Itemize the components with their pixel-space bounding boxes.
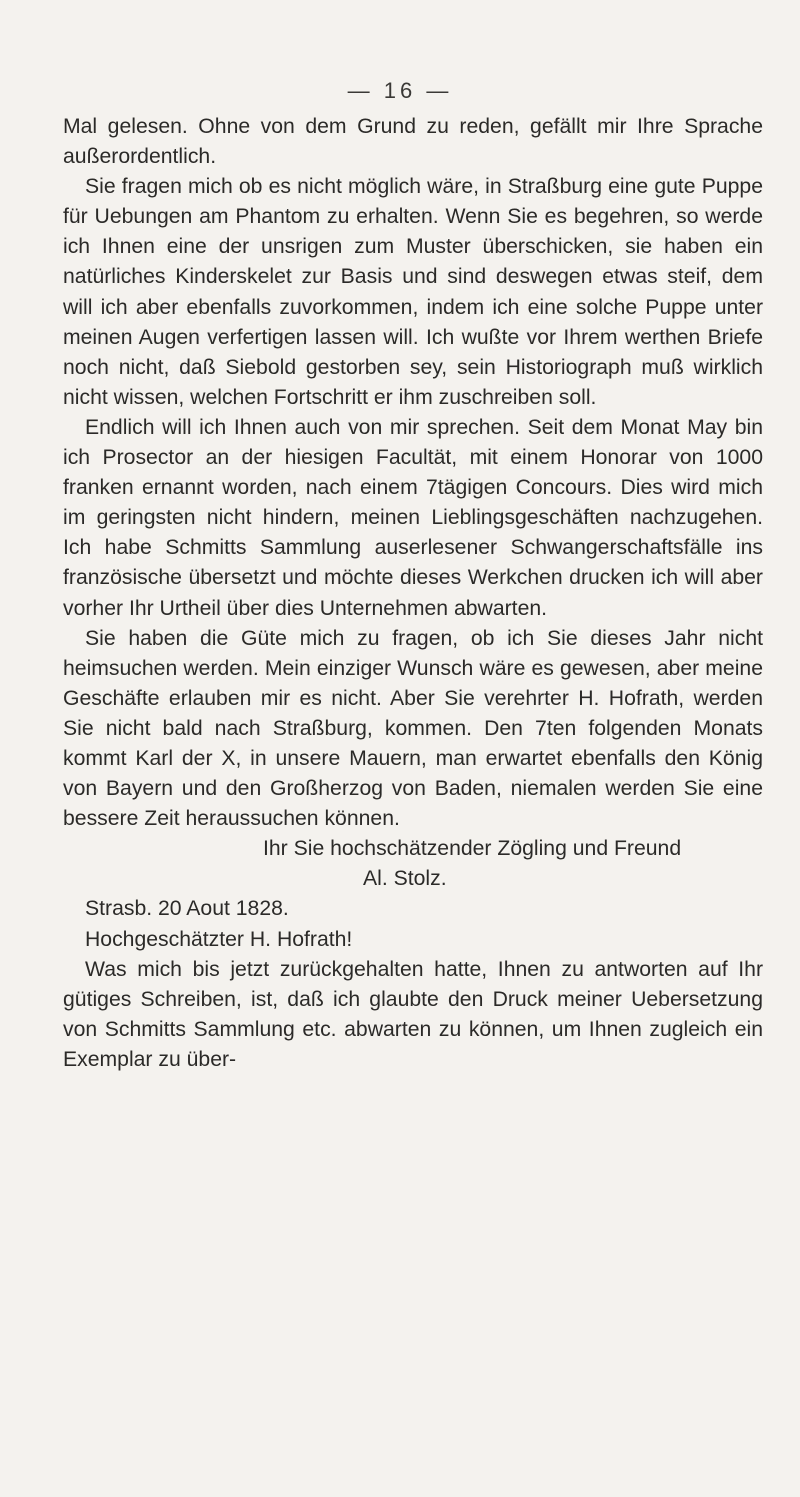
paragraph: Endlich will ich Ihnen auch von mir sprechen. Seit dem Monat May bin ich Prosector an der hiesigen Facultät, mit einem Honorar von 1000 franken ernannt worden, nach einem 7tägigen Concours. Dies wird mich im geringsten nicht hindern, meinen Lieblingsgeschäften nachzugehen. Ich habe Schmitts Sammlung auserlesener Schwangerschaftsfälle ins französische übersetzt und möchte dieses Werkchen drucken ich will aber vorher Ihr Urtheil über dies Unternehmen abwarten. (63, 415, 763, 620)
letter-salutation: Hochgeschätzter H. Hofrath! (85, 927, 353, 951)
paragraph: Sie haben die Güte mich zu fragen, ob ich Sie dieses Jahr nicht heimsuchen werden. Mein einziger Wunsch wäre es gewesen, aber meine Geschäfte erlauben mir es nicht. Aber Sie verehrter H. Hofrath, werden Sie nicht bald nach Straßburg, kommen. Den 7ten folgenden Monats kommt Karl der X, in unsere Mauern, man erwartet ebenfalls den König von Bayern und den Großherzog von Baden, niemalen werden Sie eine bessere Zeit heraussuchen können. (63, 626, 763, 831)
letter-closing: Ihr Sie hochschätzender Zögling und Freund (263, 837, 682, 861)
letter-body (63, 112, 763, 1075)
letter-signature: Al. Stolz. (363, 867, 447, 891)
paragraph: Sie fragen mich ob es nicht möglich wäre, in Straßburg eine gute Puppe für Uebungen am Phantom zu erhalten. Wenn Sie es begehren, so werde ich Ihnen eine der unsrigen zum Muster überschicken, sie haben ein natürliches Kinderskelet zur Basis und sind deswegen etwas steif, dem will ich aber ebenfalls zuvorkommen, indem ich eine solche Puppe unter meinen Augen verfertigen lassen will. Ich wußte vor Ihrem werthen Briefe noch nicht, daß Siebold gestorben sey, sein Historiograph muß wirklich nicht wissen, welchen Fortschritt er ihm zuschreiben soll. (63, 175, 763, 409)
paragraph: Mal gelesen. Ohne von dem Grund zu reden, gefällt mir Ihre Sprache außerordentlich. (63, 115, 763, 169)
paragraph: Was mich bis jetzt zurückgehalten hatte, Ihnen zu antworten auf Ihr gütiges Schreiben, ist, daß ich glaubte den Druck meiner Uebersetzung von Schmitts Sammlung etc. abwarten zu können, um Ihnen zugleich ein Exemplar zu über- (63, 957, 763, 1071)
page-number: — 16 — (347, 78, 453, 103)
letter-dateline: Strasb. 20 Aout 1828. (85, 897, 289, 921)
